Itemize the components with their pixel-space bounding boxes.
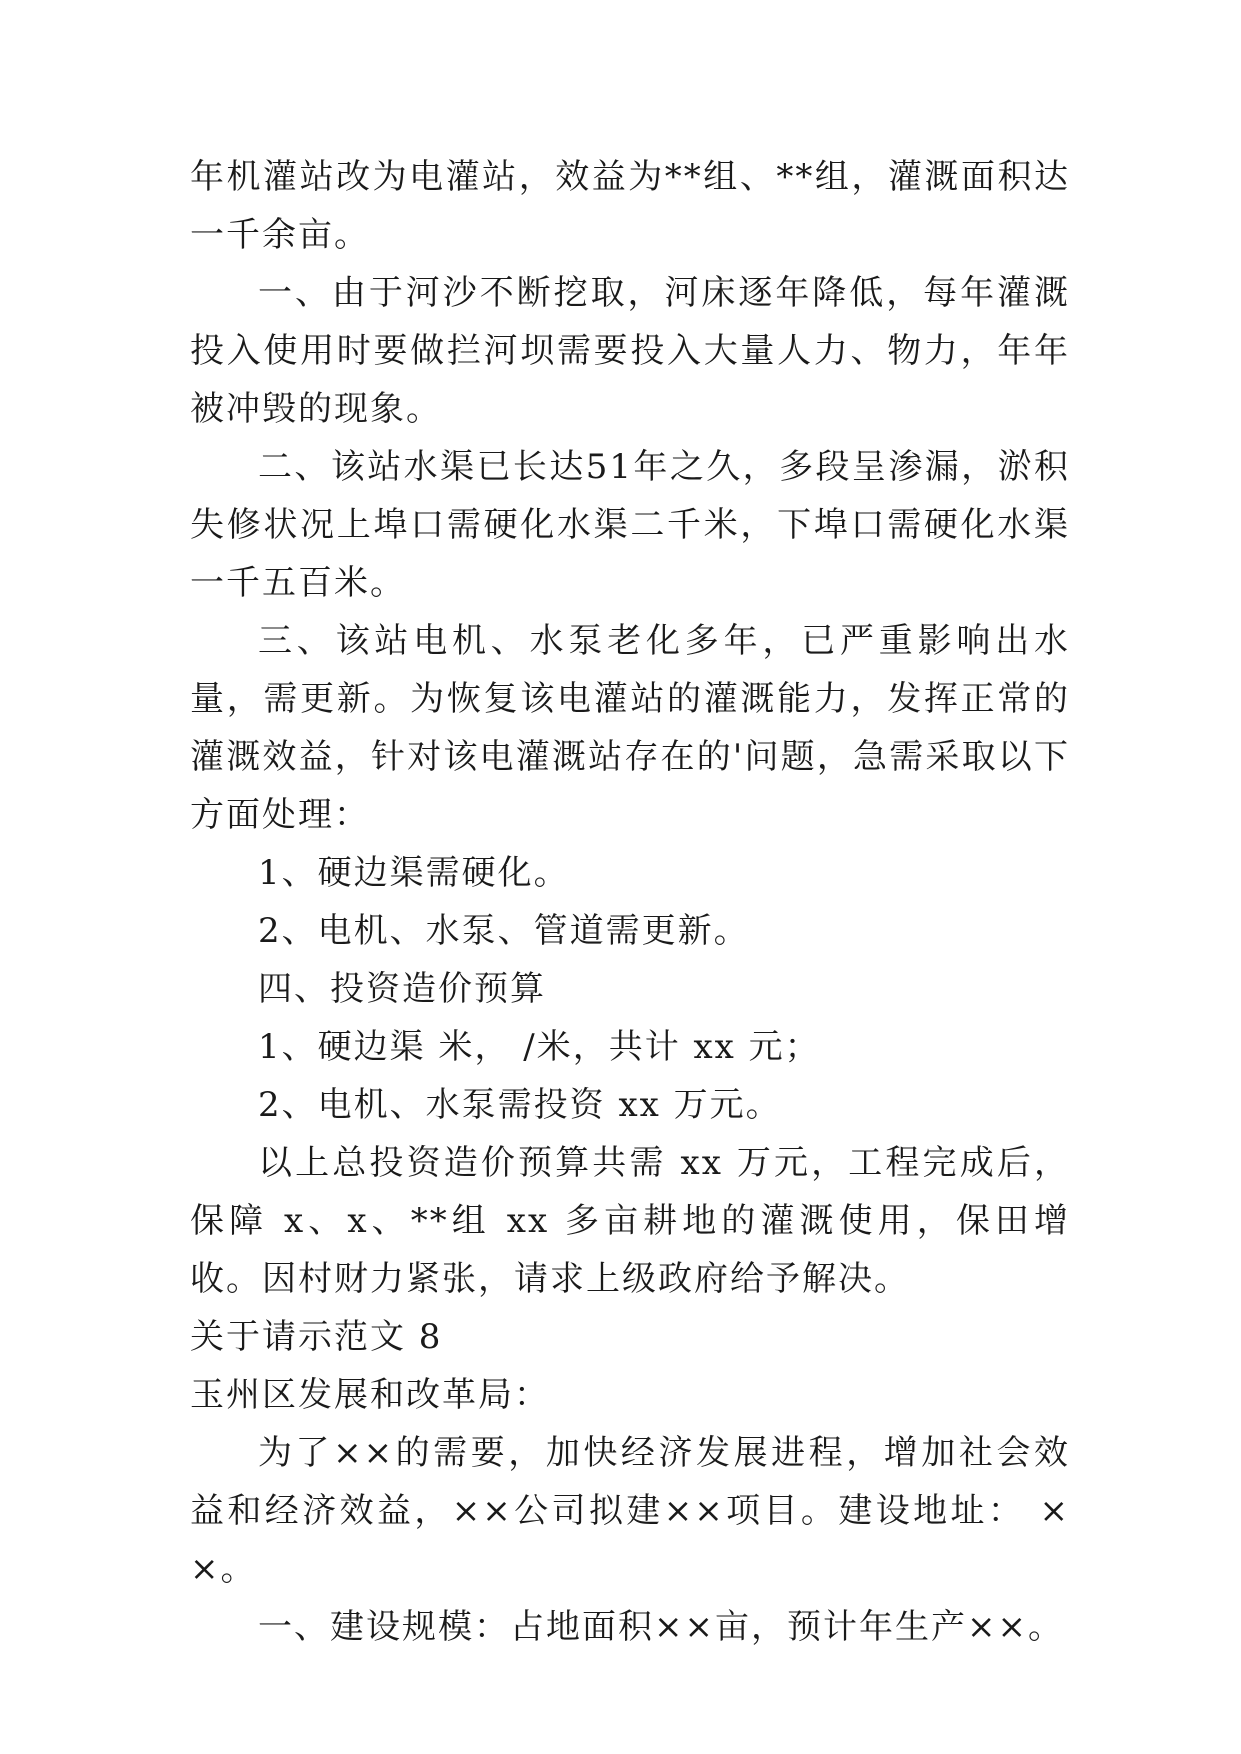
paragraph-budget-heading: 四、投资造价预算 <box>258 969 546 1009</box>
document-body <box>190 148 1070 1656</box>
paragraph-budget-2: 2、电机、水泵需投资 xx 万元。 <box>258 1085 782 1125</box>
paragraph-issue-2: 二、该站水渠已长达51年之久，多段呈渗漏，淤积失修状况上埠口需硬化水渠二千米，下埠口需硬化水渠一千五百米。 <box>190 447 1070 603</box>
paragraph-measure-1: 1、硬边渠需硬化。 <box>258 853 570 893</box>
paragraph-continuation: 年机灌站改为电灌站，效益为**组、**组，灌溉面积达一千余亩。 <box>190 157 1070 255</box>
paragraph-issue-3: 三、该站电机、水泵老化多年，已严重影响出水量，需更新。为恢复该电灌站的灌溉能力，发挥正常的灌溉效益，针对该电灌溉站存在的'问题，急需采取以下方面处理： <box>190 621 1070 835</box>
paragraph-measure-2: 2、电机、水泵、管道需更新。 <box>258 911 750 951</box>
paragraph-budget-1: 1、硬边渠 米， /米，共计 xx 元； <box>258 1027 821 1067</box>
paragraph-summary: 以上总投资造价预算共需 xx 万元，工程完成后，保障 x、x、**组 xx 多亩耕地的灌溉使用，保田增收。因村财力紧张，请求上级政府给予解决。 <box>190 1143 1070 1299</box>
paragraph-scale: 一、建设规模：占地面积××亩，预计年生产××。 <box>258 1607 1064 1647</box>
sample-title: 关于请示范文 8 <box>190 1317 443 1357</box>
paragraph-issue-1: 一、由于河沙不断挖取，河床逐年降低，每年灌溉投入使用时要做拦河坝需要投入大量人力、物力，年年被冲毁的现象。 <box>190 273 1070 429</box>
addressee: 玉州区发展和改革局： <box>190 1375 550 1415</box>
paragraph-intro: 为了××的需要，加快经济发展进程，增加社会效益和经济效益，××公司拟建××项目。建设地址： ××。 <box>190 1433 1070 1589</box>
